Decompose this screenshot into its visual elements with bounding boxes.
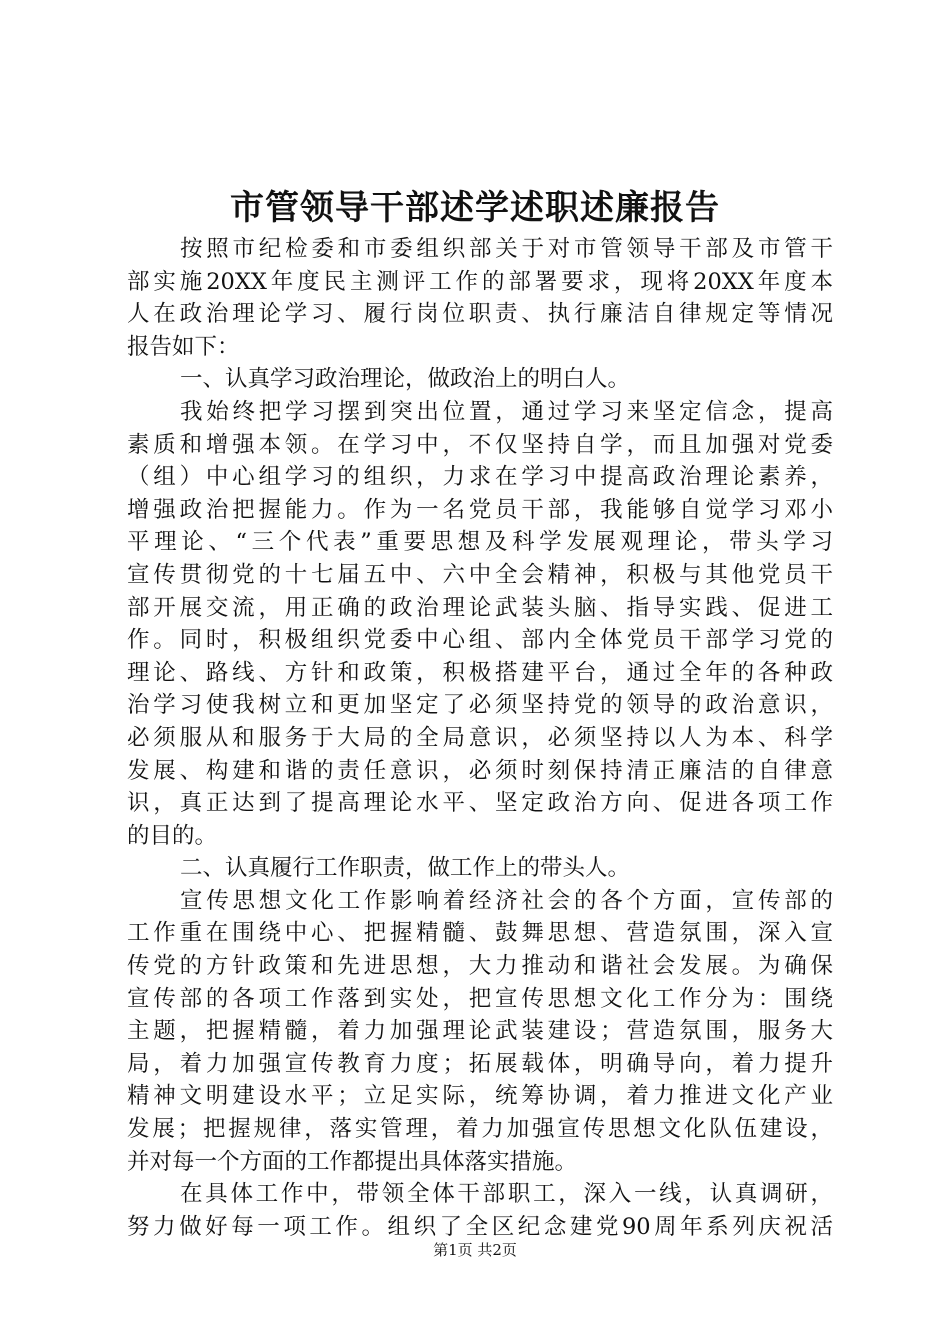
text-line: 的目的。 — [127, 822, 218, 849]
text-line: 局，着力加强宣传教育力度；拓展载体，明确导向，着力提升 — [127, 1050, 833, 1077]
text-line: 主题，把握精髓，着力加强理论武装建设；营造氛围，服务大 — [127, 1018, 833, 1045]
text-line: 传党的方针政策和先进思想，大力推动和谐社会发展。为确保 — [127, 953, 833, 980]
text-line: 精神文明建设水平；立足实际，统筹协调，着力推进文化产业 — [127, 1083, 833, 1110]
text-line: 工作重在围绕中心、把握精髓、鼓舞思想、营造氛围，深入宣 — [127, 920, 833, 947]
text-line: （组）中心组学习的组织，力求在学习中提高政治理论素养， — [127, 464, 833, 491]
text-line: 识，真正达到了提高理论水平、坚定政治方向、促进各项工作 — [127, 790, 833, 817]
text-line: 素质和增强本领。在学习中，不仅坚持自学，而且加强对党委 — [127, 431, 833, 458]
text-line: 报告如下： — [127, 333, 240, 360]
text-line: 按照市纪检委和市委组织部关于对市管领导干部及市管干 — [180, 236, 833, 262]
text-line: 作。同时，积极组织党委中心组、部内全体党员干部学习党的 — [127, 627, 833, 654]
document-body — [127, 233, 833, 1243]
text-line: 并对每一个方面的工作都提出具体落实措施。 — [127, 1148, 578, 1175]
text-line: 宣传贯彻党的十七届五中、六中全会精神，积极与其他党员干 — [127, 561, 833, 588]
text-line: 我始终把学习摆到突出位置，通过学习来坚定信念，提高 — [180, 398, 833, 425]
document-title: 市管领导干部述学述职述廉报告 — [230, 188, 720, 228]
text-line: 增强政治把握能力。作为一名党员干部，我能够自觉学习邓小 — [127, 496, 833, 523]
text-line: 发展、构建和谐的责任意识，必须时刻保持清正廉洁的自律意 — [127, 757, 833, 784]
text-line: 部开展交流，用正确的政治理论武装头脑、指导实践、促进工 — [127, 594, 833, 621]
text-line: 二、认真履行工作职责，做工作上的带头人。 — [180, 855, 631, 882]
page-footer: 第1页 共2页 — [433, 1241, 517, 1259]
text-line: 在具体工作中，带领全体干部职工，深入一线，认真调研， — [180, 1181, 833, 1208]
text-line: 努力做好每一项工作。组织了全区纪念建党90周年系列庆祝活 — [127, 1213, 833, 1240]
text-line: 必须服从和服务于大局的全局意识，必须坚持以人为本、科学 — [127, 724, 833, 751]
text-line: 宣传部的各项工作落到实处，把宣传思想文化工作分为：围绕 — [127, 985, 833, 1012]
text-line: 发展；把握规律，落实管理，着力加强宣传思想文化队伍建设， — [127, 1116, 833, 1143]
text-line: 人在政治理论学习、履行岗位职责、执行廉洁自律规定等情况 — [127, 301, 833, 328]
text-line: 平理论、“三个代表”重要思想及科学发展观理论，带头学习 — [127, 529, 833, 556]
text-line: 治学习使我树立和更加坚定了必须坚持党的领导的政治意识， — [127, 692, 833, 719]
text-line: 理论、路线、方针和政策，积极搭建平台，通过全年的各种政 — [127, 659, 833, 686]
text-line: 宣传思想文化工作影响着经济社会的各个方面，宣传部的 — [180, 887, 833, 914]
text-line: 一、认真学习政治理论，做政治上的明白人。 — [180, 366, 631, 393]
text-line: 部实施20XX年度民主测评工作的部署要求，现将20XX年度本 — [127, 268, 833, 295]
